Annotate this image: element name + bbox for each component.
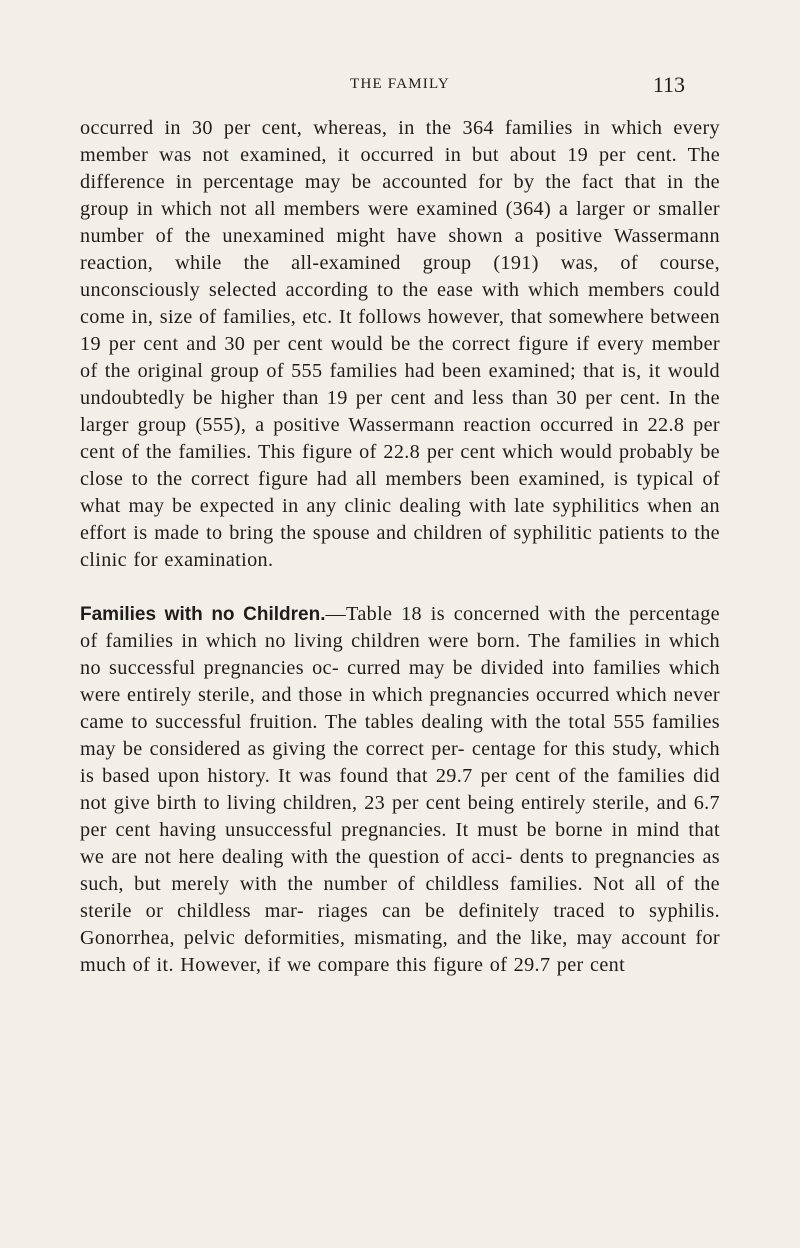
paragraph-wassermann-results: occurred in 30 per cent, whereas, in the 364 families in which every member was not examined, it occurred in but about 19 per cent. The difference in percentage may be accounted for by the fact that in the group in which not all members were examined (364) a larger or smaller number of the unexamined might have shown a positive Wassermann reaction, while the all-examined group (191) was, of course, unconsciously selected according to the ease with which members could come in, size of families, etc. It follows however, that somewhere between 19 per cent and 30 per cent would be the correct figure if every member of the original group of 555 families had been examined; that is, it would undoubtedly be higher than 19 per cent and less than 30 per cent. In the larger group (555), a positive Wassermann reaction occurred in 22.8 per cent of the families. This figure of 22.8 per cent which would probably be close to the correct figure had all members been examined, is typical of what may be expected in any clinic dealing with late syphilitics when an effort is made to bring the spouse and children of syphilitic patients to the clinic for examination. (80, 117, 720, 571)
page-number: 113 (652, 72, 685, 97)
running-head: THE FAMILY (350, 76, 450, 92)
section-heading: Families with no Children. (80, 604, 326, 625)
paragraph-families-no-children (80, 601, 720, 979)
page-header (115, 72, 685, 102)
body-text (80, 115, 720, 979)
paragraph-text: —Table 18 is concerned with the percentage of families in which no living children were born. The families in which no successful pregnancies oc- curred may be divided into families which were entirely sterile, and those in which pregnancies occurred which never came to successful fruition. The tables dealing with the total 555 families may be considered as giving the correct per- centage for this study, which is based upon history. It was found that 29.7 per cent of the families did not give birth to living children, 23 per cent being entirely sterile, and 6.7 per cent having unsuccessful pregnancies. It must be borne in mind that we are not here dealing with the question of acci- dents to pregnancies as such, but merely with the number of childless families. Not all of the sterile or childless mar- riages can be definitely traced to syphilis. Gonorrhea, pelvic deformities, mismating, and the like, may account for much of it. However, if we compare this figure of 29.7 per cent (80, 603, 720, 976)
